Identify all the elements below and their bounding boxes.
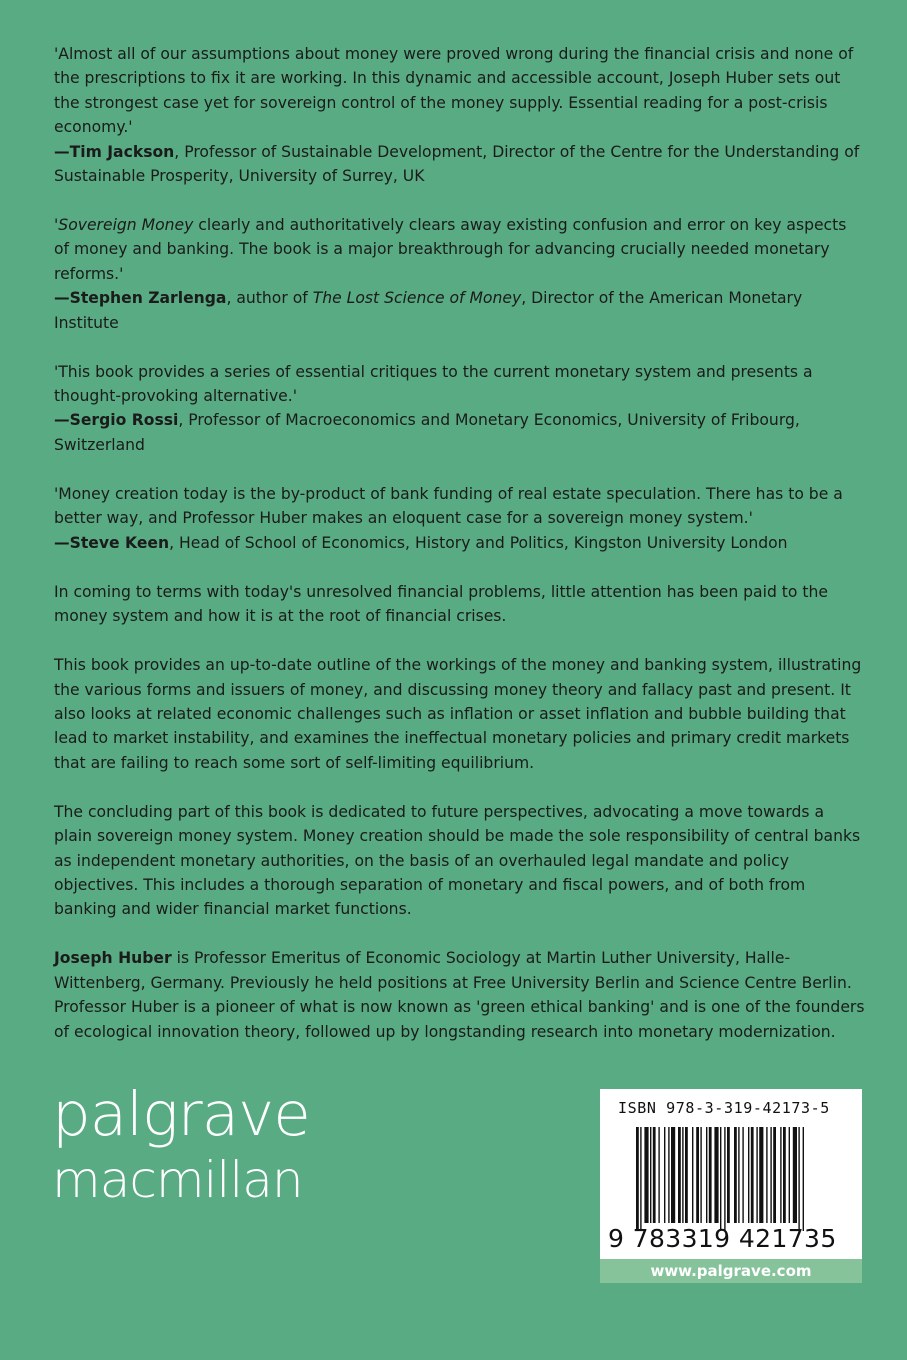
barcode-bar xyxy=(700,1127,701,1223)
barcode-bar xyxy=(724,1127,725,1231)
barcode-bar xyxy=(742,1127,743,1223)
blurb-affiliation-post: , Director of the American Monetary Institute xyxy=(54,289,803,332)
barcode-bar xyxy=(640,1127,641,1231)
barcode-bar xyxy=(783,1127,786,1223)
barcode-bar xyxy=(793,1127,797,1223)
barcode-bar xyxy=(734,1127,737,1223)
blurb-dash: — xyxy=(54,533,70,552)
blurb-dash: — xyxy=(54,289,70,308)
barcode-bar xyxy=(706,1127,707,1223)
author-bio-text: is Professor Emeritus of Economic Sociology at Martin Luther University, Halle-Wittenberg, Germany. Previously he held positions at Free University Berlin and Science Centre Berlin. Professor Huber is a pioneer of what is now known as 'green ethical banking' and is one of the founders of ecological innovation theory, followed up by longstanding research into monetary modernization. xyxy=(54,949,865,1041)
barcode-bar xyxy=(766,1127,767,1223)
barcode-bar xyxy=(714,1127,718,1223)
blurb-author-name: Tim Jackson xyxy=(69,142,175,161)
publisher-url: www.palgrave.com xyxy=(600,1259,862,1283)
barcode-bar xyxy=(780,1127,781,1223)
back-cover-text xyxy=(54,42,866,1069)
blurb-quote: 'This book provides a series of essential critiques to the current monetary system and presents a thought-provoking alternative.' xyxy=(54,362,813,406)
description-paragraph: In coming to terms with today's unresolved financial problems, little attention has been paid to the money system and how it is at the root of financial crises. xyxy=(54,582,828,626)
blurb-keen xyxy=(54,482,866,555)
barcode-bar xyxy=(759,1127,763,1223)
barcode-bar xyxy=(664,1127,665,1223)
barcode-bar xyxy=(692,1127,693,1223)
blurb-affiliation-title: The Lost Science of Money xyxy=(312,289,522,308)
barcode-bar xyxy=(685,1127,688,1223)
blurb-author-name: Sergio Rossi xyxy=(69,411,179,430)
barcode-bar xyxy=(668,1127,669,1223)
barcode-bar xyxy=(682,1127,683,1223)
barcode-bar xyxy=(789,1127,790,1223)
author-bio-name: Joseph Huber xyxy=(54,949,172,968)
barcode-bar xyxy=(671,1127,675,1223)
blurb-affiliation-pre: , author of xyxy=(226,289,313,308)
blurb-affiliation: , Professor of Macroeconomics and Monetary Economics, University of Fribourg, Switzerland xyxy=(54,411,800,454)
blurb-jackson xyxy=(54,42,866,188)
publisher-logo-line2: macmillan xyxy=(52,1151,303,1209)
barcode-bar xyxy=(658,1127,659,1223)
blurb-dash: — xyxy=(54,411,70,430)
barcode-bar xyxy=(756,1127,757,1223)
blurb-rossi xyxy=(54,360,866,458)
barcode-bar xyxy=(727,1127,730,1223)
barcode-bar xyxy=(738,1127,739,1223)
blurb-quote: clearly and authoritatively clears away existing confusion and error on key aspects of money and banking. The book is a major breakthrough for advancing crucially needed monetary reforms.' xyxy=(54,216,847,283)
blurb-quote-open: ' xyxy=(54,216,59,235)
blurb-affiliation: , Head of School of Economics, History and Politics, Kingston University London xyxy=(169,533,788,552)
blurb-quote: 'Money creation today is the by-product of bank funding of real estate speculation. There has to be a better way, and Professor Huber makes an eloquent case for a sovereign money system.' xyxy=(54,484,843,528)
description-paragraph: This book provides an up-to-date outline of the workings of the money and banking system, illustrating the various forms and issuers of money, and discussing money theory and fallacy past and present. It also looks at related economic challenges such as inflation or asset inflation and bubble building that lead to market instability, and examines the ineffectual monetary policies and primary credit markets that are failing to reach some sort of self-limiting equilibrium. xyxy=(54,656,862,772)
barcode-bar xyxy=(653,1127,656,1223)
publisher-logo xyxy=(52,1079,310,1209)
barcode-bar xyxy=(650,1127,651,1223)
author-bio xyxy=(54,946,866,1044)
barcode-bar xyxy=(798,1127,799,1231)
blurb-dash: — xyxy=(54,142,70,161)
blurb-author-name: Steve Keen xyxy=(69,533,170,552)
blurb-quote: 'Almost all of our assumptions about money were proved wrong during the financial crisis and none of the prescriptions to fix it are working. In this dynamic and accessible account, Joseph Huber sets out the strongest case yet for sovereign control of the money supply. Essential reading for a post-crisis economy.' xyxy=(54,45,854,137)
barcode-bar xyxy=(709,1127,712,1223)
barcode-bar xyxy=(773,1127,776,1223)
barcode-bar xyxy=(770,1127,771,1223)
barcode-bar xyxy=(696,1127,699,1223)
barcode-bar xyxy=(751,1127,754,1223)
isbn-label: ISBN 978-3-319-42173-5 xyxy=(618,1099,830,1117)
isbn-barcode xyxy=(600,1089,862,1259)
barcode-bar xyxy=(748,1127,749,1223)
blurb-author-name: Stephen Zarlenga xyxy=(69,289,227,308)
barcode-bar xyxy=(644,1127,648,1223)
barcode-bar xyxy=(720,1127,721,1231)
publisher-logo-line1: palgrave xyxy=(52,1079,310,1150)
blurb-affiliation: , Professor of Sustainable Development, Director of the Centre for the Understanding of Sustainable Prosperity, University of Surrey, UK xyxy=(54,142,860,186)
barcode-bar xyxy=(678,1127,681,1223)
blurb-quote-title: Sovereign Money xyxy=(58,216,194,235)
barcode-bar xyxy=(803,1127,804,1231)
blurb-zarlenga xyxy=(54,213,866,335)
barcode-digits: 9 783319 421735 xyxy=(608,1224,837,1253)
description-paragraph: The concluding part of this book is dedicated to future perspectives, advocating a move towards a plain sovereign money system. Money creation should be made the sole responsibility of central banks as independent monetary authorities, on the basis of an overhauled legal mandate and policy objectives. This includes a thorough separation of monetary and fiscal powers, and of both from banking and wider financial market functions. xyxy=(54,802,861,919)
barcode-bar xyxy=(636,1127,639,1231)
